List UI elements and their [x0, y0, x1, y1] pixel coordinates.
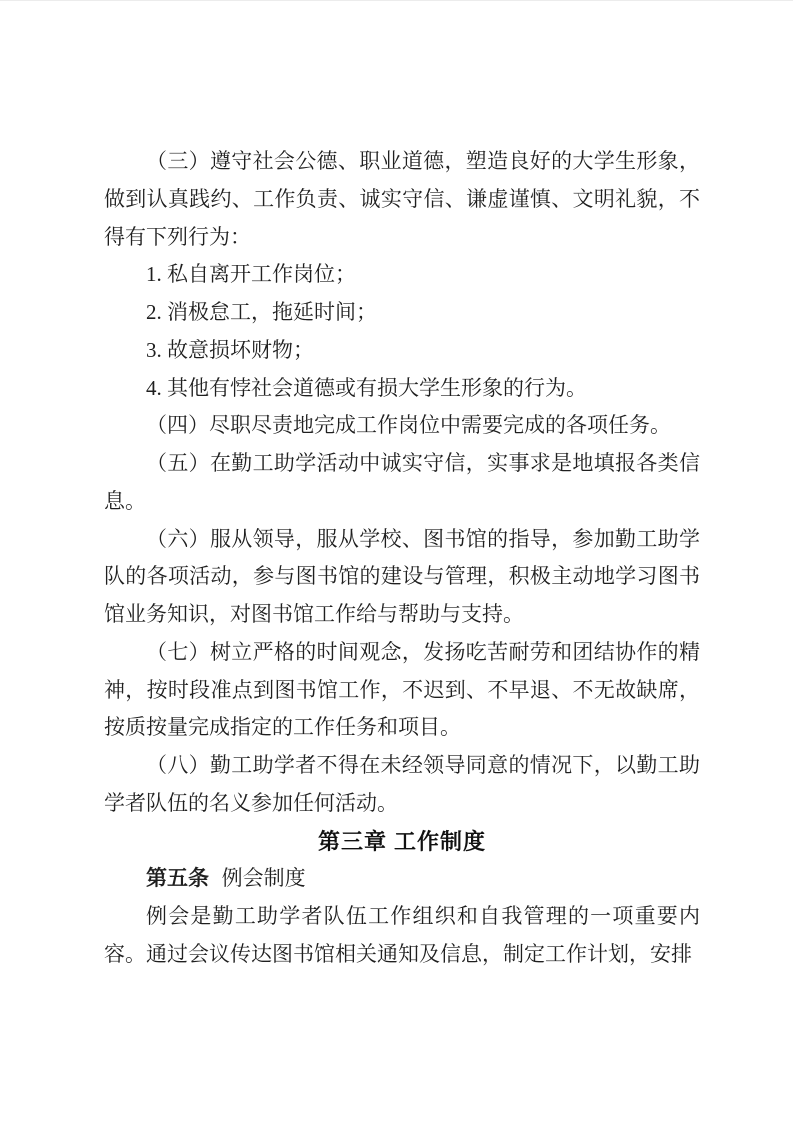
numbered-item-2: 2. 消极怠工，拖延时间；	[146, 300, 377, 324]
paragraph-meeting-system: 例会是勤工助学者队伍工作组织和自我管理的一项重要内容。通过会议传达图书馆相关通知及信息，制定工作计划，安排	[104, 904, 700, 966]
article-title: 例会制度	[221, 866, 306, 891]
paragraph-rule-8: （八）勤工助学者不得在未经领导同意的情况下，以勤工助学者队伍的名义参加任何活动。	[104, 753, 700, 815]
numbered-item-3: 3. 故意损坏财物；	[146, 337, 314, 362]
article-heading	[104, 860, 700, 898]
numbered-item-4: 4. 其他有悖社会道德或有损大学生形象的行为。	[146, 375, 587, 400]
numbered-item-1: 1. 私自离开工作岗位；	[146, 262, 356, 287]
chapter-heading: 第三章 工作制度	[317, 828, 487, 854]
paragraph-rule-6: （六）服从领导，服从学校、图书馆的指导，参加勤工助学队的各项活动，参与图书馆的建设与管理，积极主动地学习图书馆业务知识，对图书馆工作给与帮助与支持。	[104, 526, 700, 626]
paragraph-rule-4: （四）尽职尽责地完成工作岗位中需要完成的各项任务。	[146, 413, 671, 438]
paragraph-rule-3: （三）遵守社会公德、职业道德，塑造良好的大学生形象，做到认真践约、工作负责、诚实守信、谦虚谨慎、文明礼貌，不得有下列行为：	[104, 149, 700, 249]
paragraph-rule-5: （五）在勤工助学活动中诚实守信，实事求是地填报各类信息。	[104, 451, 700, 513]
article-number: 第五条	[146, 866, 209, 891]
paragraph-rule-7: （七）树立严格的时间观念，发扬吃苦耐劳和团结协作的精神，按时段准点到图书馆工作，不迟到、不早退、不无故缺席，按质按量完成指定的工作任务和项目。	[104, 639, 700, 740]
document-body	[104, 143, 700, 974]
